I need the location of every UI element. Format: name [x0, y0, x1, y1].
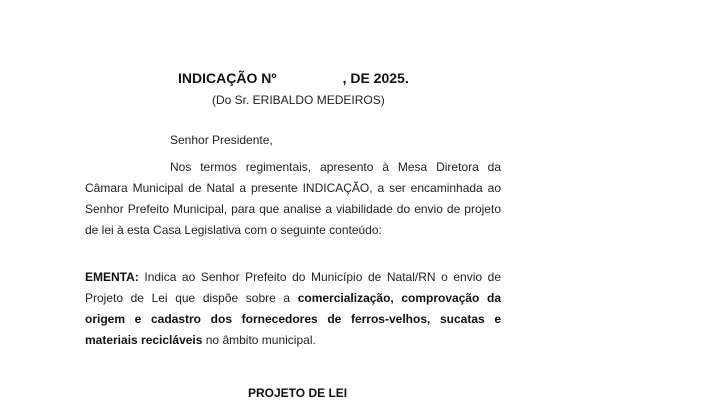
- ementa-paragraph: [85, 267, 501, 351]
- document-title: INDICAÇÃO Nº , DE 2025.: [178, 70, 409, 86]
- ementa-label: EMENTA:: [85, 270, 139, 284]
- document-author: (Do Sr. ERIBALDO MEDEIROS): [212, 93, 385, 107]
- body-paragraph: Nos termos regimentais, apresento à Mesa Diretora da Câmara Municipal de Natal a presente INDICAÇÃO, a ser encaminhada ao Senhor Prefeito Municipal, para que analise a viabilidade do envio de projeto de lei à esta Casa Legislativa com o seguinte conteúdo:: [85, 160, 501, 237]
- salutation: Senhor Presidente,: [170, 133, 273, 147]
- ementa-text-before: Indica ao Senhor Prefeito do Município de Natal/RN o envio de Projeto de Lei que dispõe sobre a: [85, 270, 501, 305]
- section-title: PROJETO DE LEI: [248, 386, 348, 400]
- ementa-text-after: no âmbito municipal.: [202, 333, 316, 347]
- ementa-bold-text: comercialização, comprovação da origem e cadastro dos fornecedores de ferros-velhos, sucatas e materiais recicláveis: [85, 291, 501, 347]
